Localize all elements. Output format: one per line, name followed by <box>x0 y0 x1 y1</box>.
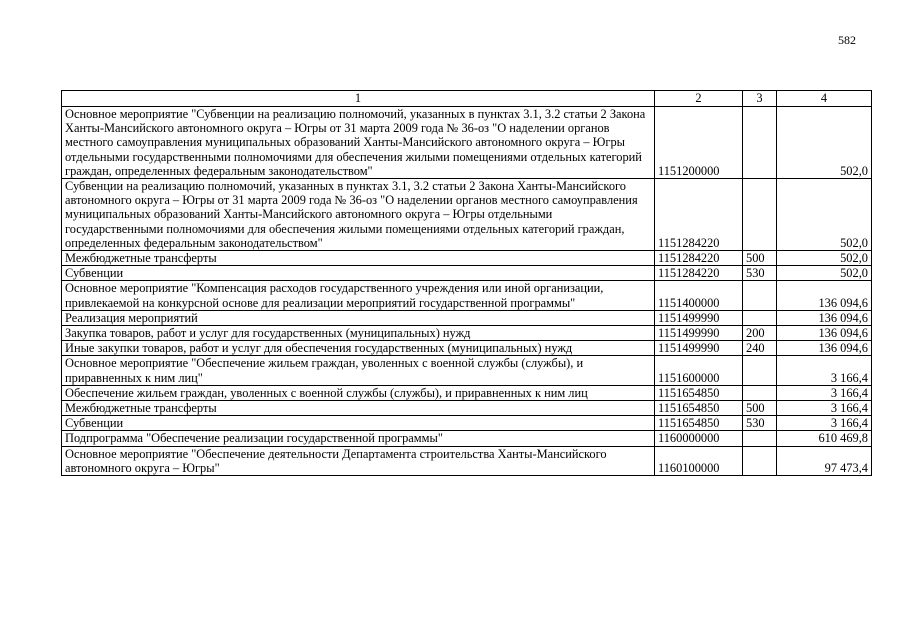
row-name: Реализация мероприятий <box>62 310 655 325</box>
row-expense-type <box>743 281 777 310</box>
row-code: 1160000000 <box>655 431 743 446</box>
row-expense-type <box>743 431 777 446</box>
row-name: Межбюджетные трансферты <box>62 251 655 266</box>
row-code: 1151200000 <box>655 107 743 179</box>
row-name: Основное мероприятие "Обеспечение деятельности Департамента строительства Ханты-Мансийского автономного округа – Югры" <box>62 446 655 475</box>
header-col-1: 1 <box>62 91 655 107</box>
row-expense-type <box>743 179 777 251</box>
row-expense-type <box>743 385 777 400</box>
row-name: Закупка товаров, работ и услуг для государственных (муниципальных) нужд <box>62 326 655 341</box>
table-row <box>62 251 872 266</box>
budget-table <box>61 90 872 476</box>
row-expense-type <box>743 446 777 475</box>
row-name: Обеспечение жильем граждан, уволенных с военной службы (службы), и приравненных к ним лиц <box>62 385 655 400</box>
row-name: Межбюджетные трансферты <box>62 401 655 416</box>
row-name: Субвенции <box>62 266 655 281</box>
table-header <box>62 91 872 107</box>
row-code: 1151499990 <box>655 341 743 356</box>
table-row <box>62 341 872 356</box>
row-expense-type: 200 <box>743 326 777 341</box>
row-code: 1151499990 <box>655 326 743 341</box>
table-row <box>62 179 872 251</box>
row-sum: 502,0 <box>777 251 872 266</box>
row-name: Иные закупки товаров, работ и услуг для обеспечения государственных (муниципальных) нужд <box>62 341 655 356</box>
row-sum: 3 166,4 <box>777 401 872 416</box>
row-code: 1151654850 <box>655 401 743 416</box>
table-row <box>62 266 872 281</box>
table-row <box>62 107 872 179</box>
row-name: Подпрограмма "Обеспечение реализации государственной программы" <box>62 431 655 446</box>
row-name: Основное мероприятие "Субвенции на реализацию полномочий, указанных в пунктах 3.1, 3.2 статьи 2 Закона Ханты-Мансийского автономного округа – Югры от 31 марта 2009 года № 36-оз "О наделении органов местного самоуправления муниципальных образований Ханты-Мансийского автономного округа – Югры отдельными государственными полномочиями для обеспечения жилыми помещениями отдельных категорий граждан, определенных федеральным законодательством" <box>62 107 655 179</box>
table-row <box>62 431 872 446</box>
row-sum: 136 094,6 <box>777 326 872 341</box>
row-sum: 136 094,6 <box>777 310 872 325</box>
row-code: 1151284220 <box>655 179 743 251</box>
row-name: Основное мероприятие "Компенсация расходов государственного учреждения или иной организации, привлекаемой на конкурсной основе для реализации мероприятий государственной программы" <box>62 281 655 310</box>
table-row <box>62 281 872 310</box>
header-col-4: 4 <box>777 91 872 107</box>
header-col-3: 3 <box>743 91 777 107</box>
row-code: 1151654850 <box>655 416 743 431</box>
row-code: 1160100000 <box>655 446 743 475</box>
table-row <box>62 446 872 475</box>
row-sum: 3 166,4 <box>777 385 872 400</box>
row-code: 1151400000 <box>655 281 743 310</box>
table-row <box>62 310 872 325</box>
row-sum: 136 094,6 <box>777 281 872 310</box>
row-code: 1151499990 <box>655 310 743 325</box>
row-sum: 136 094,6 <box>777 341 872 356</box>
row-sum: 502,0 <box>777 107 872 179</box>
row-expense-type: 530 <box>743 266 777 281</box>
row-code: 1151284220 <box>655 251 743 266</box>
table-row <box>62 416 872 431</box>
row-code: 1151600000 <box>655 356 743 385</box>
row-sum: 610 469,8 <box>777 431 872 446</box>
header-col-2: 2 <box>655 91 743 107</box>
table-row <box>62 326 872 341</box>
row-sum: 502,0 <box>777 266 872 281</box>
row-code: 1151284220 <box>655 266 743 281</box>
row-sum: 502,0 <box>777 179 872 251</box>
header-row <box>62 91 872 107</box>
row-sum: 97 473,4 <box>777 446 872 475</box>
row-name: Субвенции на реализацию полномочий, указанных в пунктах 3.1, 3.2 статьи 2 Закона Ханты-Мансийского автономного округа – Югры от 31 марта 2009 года № 36-оз "О наделении органов местного самоуправления муниципальных образований Ханты-Мансийского автономного округа – Югры отдельными государственными полномочиями для обеспечения жилыми помещениями отдельных категорий граждан, определенных федеральным законодательством" <box>62 179 655 251</box>
table-body <box>62 107 872 476</box>
row-expense-type <box>743 310 777 325</box>
table-row <box>62 385 872 400</box>
table-row <box>62 401 872 416</box>
row-expense-type: 500 <box>743 251 777 266</box>
row-expense-type <box>743 107 777 179</box>
row-name: Субвенции <box>62 416 655 431</box>
row-sum: 3 166,4 <box>777 416 872 431</box>
row-sum: 3 166,4 <box>777 356 872 385</box>
table-row <box>62 356 872 385</box>
row-expense-type: 530 <box>743 416 777 431</box>
page-number: 582 <box>838 33 856 47</box>
row-expense-type: 240 <box>743 341 777 356</box>
row-expense-type: 500 <box>743 401 777 416</box>
row-expense-type <box>743 356 777 385</box>
row-name: Основное мероприятие "Обеспечение жильем граждан, уволенных с военной службы (службы), и приравненных к ним лиц" <box>62 356 655 385</box>
row-code: 1151654850 <box>655 385 743 400</box>
